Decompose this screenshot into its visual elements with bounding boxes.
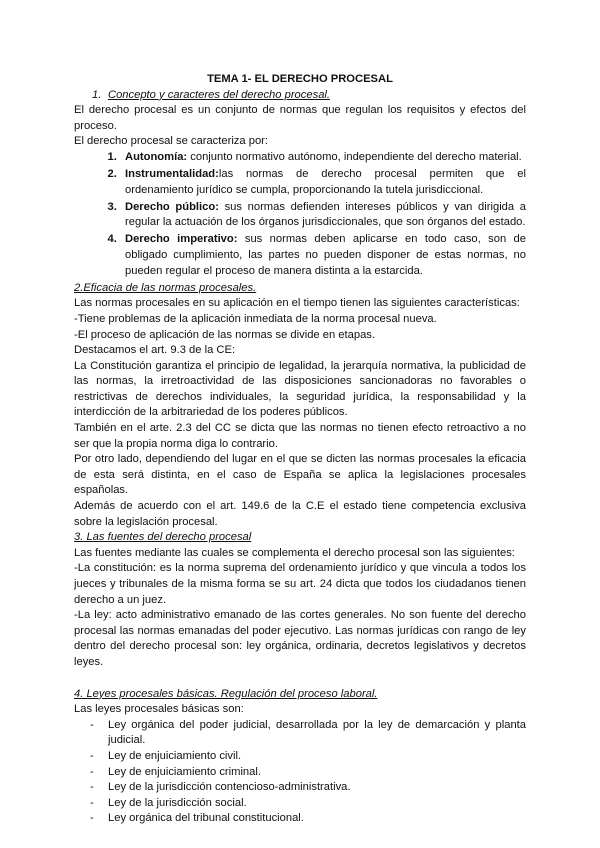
list-item-text: Ley de la jurisdicción contencioso-administrativa. xyxy=(108,781,351,794)
paragraph: Por otro lado, dependiendo del lugar en el que se dicten las normas procesales la eficacia de esta será distinta, en el caso de España se aplica la legislaciones procesales españolas. xyxy=(74,453,526,497)
list-item xyxy=(74,796,526,812)
bullet-dash: - xyxy=(90,812,94,825)
list-item-text: Ley orgánica del tribunal constitucional. xyxy=(108,812,304,825)
section-4-heading: 4. Leyes procesales básicas. Regulación del proceso laboral. xyxy=(74,687,378,700)
feature-text: conjunto normativo autónomo, independiente del derecho material. xyxy=(187,150,522,163)
feature-item xyxy=(120,232,526,279)
paragraph: -La ley: acto administrativo emanado de las cortes generales. No son fuente del derecho procesal las normas emanadas del poder ejecutivo. Las normas jurídicas con rango de ley dentro del derecho procesal son: ley orgánica, ordinaria, decretos legislativos y decretos leyes. xyxy=(74,609,526,668)
document-content xyxy=(74,72,526,827)
paragraph: Las normas procesales en su aplicación en el tiempo tienen las siguientes características: xyxy=(74,297,520,310)
feature-text: sus normas defienden intereses públicos y van dirigida a regular la actuación de los órganos jurisdiccionales, que son órganos del estado. xyxy=(125,200,527,229)
paragraph: También en el arte. 2.3 del CC se dicta que las normas no tienen efecto retroactivo a no ser que la propia norma diga lo contrario. xyxy=(74,422,526,450)
list-item-text: Ley de enjuiciamiento criminal. xyxy=(108,765,261,778)
paragraph: Las fuentes mediante las cuales se complementa el derecho procesal son las siguientes: xyxy=(74,546,515,559)
feature-term: Autonomía: xyxy=(125,150,188,163)
section-1-intro: El derecho procesal se caracteriza por: xyxy=(74,135,269,148)
bullet-dash: - xyxy=(90,781,94,794)
section-1-number: 1. xyxy=(92,88,102,101)
features-list xyxy=(74,150,526,279)
feature-item xyxy=(120,167,526,198)
paragraph: Destacamos el art. 9.3 de la CE: xyxy=(74,344,236,357)
list-item xyxy=(74,765,526,781)
list-item-text: Ley de la jurisdicción social. xyxy=(108,796,247,809)
feature-term: Derecho público: xyxy=(125,200,219,213)
paragraph: -El proceso de aplicación de las normas se divide en etapas. xyxy=(74,328,375,341)
list-item-text: Ley orgánica del poder judicial, desarrollada por la ley de demarcación y planta judicial. xyxy=(108,718,526,747)
section-2-heading: 2.Eficacia de las normas procesales. xyxy=(74,281,257,294)
list-item-text: Ley de enjuiciamiento civil. xyxy=(108,749,242,762)
section-1-definition: El derecho procesal es un conjunto de normas que regulan los requisitos y efectos del proceso. xyxy=(74,104,526,132)
list-item xyxy=(74,811,526,827)
list-item xyxy=(74,749,526,765)
list-item xyxy=(74,780,526,796)
bullet-dash: - xyxy=(90,718,94,731)
list-item xyxy=(74,718,526,749)
feature-text: las normas de derecho procesal permiten que el ordenamiento jurídico se cumpla, proporcionando la tutela jurisdiccional. xyxy=(125,168,526,196)
feature-text: sus normas deben aplicarse en todo caso, son de obligado cumplimiento, las partes no pueden disponer de estas normas, no pueden regular el proceso de manera distinta a la estarcida. xyxy=(125,233,526,277)
section-4-intro: Las leyes procesales básicas son: xyxy=(74,703,244,716)
section-1-heading xyxy=(92,88,526,104)
bullet-dash: - xyxy=(90,796,94,809)
paragraph: -La constitución: es la norma suprema del ordenamiento jurídico y que vincula a todos los jueces y tribunales de la misma forma se su art. 24 dicta que todos los ciudadanos tienen derecho a un juez. xyxy=(74,562,526,606)
feature-term: Instrumentalidad: xyxy=(125,168,219,181)
section-3-heading: 3. Las fuentes del derecho procesal xyxy=(74,531,252,544)
bullet-dash: - xyxy=(90,749,94,762)
document-title: TEMA 1- EL DERECHO PROCESAL xyxy=(207,73,393,85)
laws-list xyxy=(74,718,526,827)
feature-item xyxy=(120,200,526,231)
spacer xyxy=(74,671,526,687)
paragraph: Además de acuerdo con el art. 149.6 de la C.E el estado tiene competencia exclusiva sobre la legislación procesal. xyxy=(74,500,526,528)
feature-item xyxy=(120,150,526,166)
section-1-heading-text: Concepto y caracteres del derecho procesal. xyxy=(108,88,331,101)
paragraph: La Constitución garantiza el principio de legalidad, la jerarquía normativa, la publicidad de las normas, la irretroactividad de las disposiciones sancionadoras no favorables o restrictivas de derechos individuales, la seguridad jurídica, la responsabilidad y la interdicción de la arbitrariedad de los poderes públicos. xyxy=(74,359,526,419)
paragraph: -Tiene problemas de la aplicación inmediata de la norma procesal nueva. xyxy=(74,312,437,325)
bullet-dash: - xyxy=(90,765,94,778)
feature-term: Derecho imperativo: xyxy=(125,233,238,246)
